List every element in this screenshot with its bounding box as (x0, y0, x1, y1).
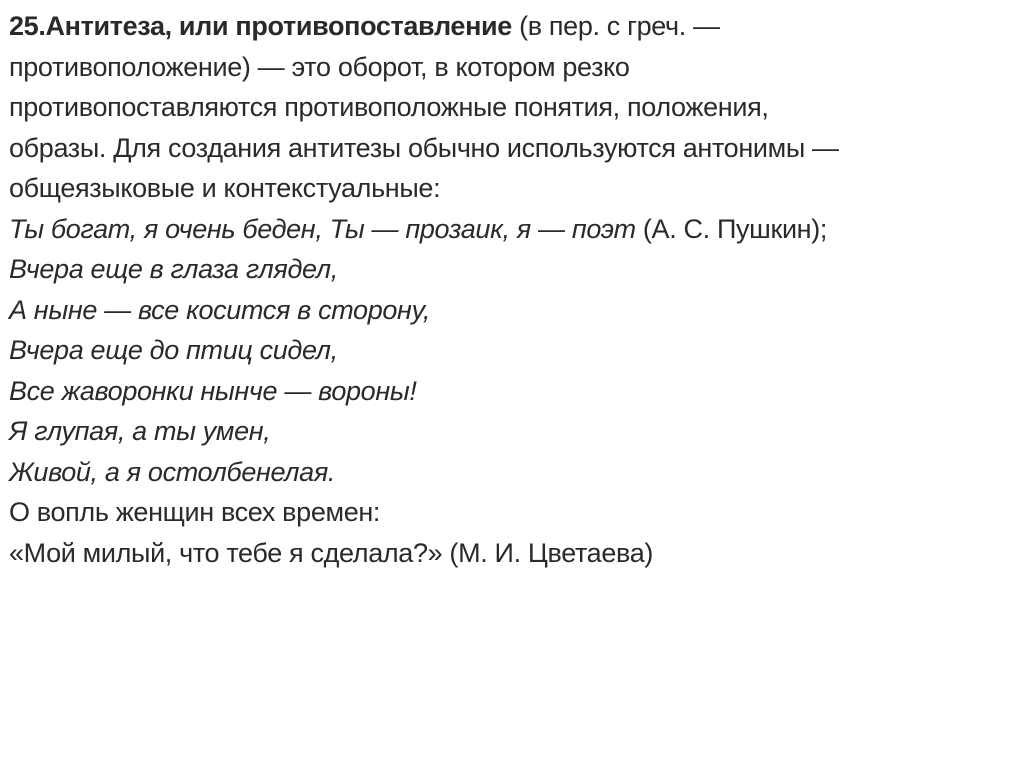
definition-text: (в пер. с греч. — (511, 11, 720, 41)
definition-text: образы. Для создания антитезы обычно используются антонимы — (9, 132, 839, 163)
verse-line: Живой, а я остолбенелая. (9, 456, 336, 487)
term-heading: 25.Антитеза, или противопоставление (9, 11, 512, 41)
verse-line: Все жаворонки нынче — вороны! (9, 375, 417, 406)
verse-line: А ныне — все косится в сторону, (9, 294, 431, 325)
definition-text: противопоставляются противоположные понятия, положения, (9, 92, 769, 122)
pushkin-example (9, 209, 1015, 250)
definition-text: противоположение) — это оборот, в котором резко (9, 51, 630, 82)
pushkin-quote: Ты богат, я очень беден, Ты — прозаик, я — поэт (9, 213, 636, 244)
slide-text (9, 6, 1015, 573)
verse-line: Вчера еще до птиц сидел, (9, 335, 338, 365)
closing-line-with-attribution (9, 533, 1015, 574)
definition-first-line (9, 6, 1015, 47)
closing-quote: «Мой милый, что тебе я сделала?» (9, 537, 443, 568)
verse-line: Я глупая, а ты умен, (9, 416, 271, 446)
definition-text: общеязыковые и контекстуальные: (9, 173, 441, 203)
pushkin-attribution: (А. С. Пушкин); (635, 213, 828, 244)
tsvetaeva-attribution: (М. И. Цветаева) (442, 537, 654, 568)
verse-line: Вчера еще в глаза глядел, (9, 254, 338, 284)
closing-line: О вопль женщин всех времен: (9, 497, 381, 527)
